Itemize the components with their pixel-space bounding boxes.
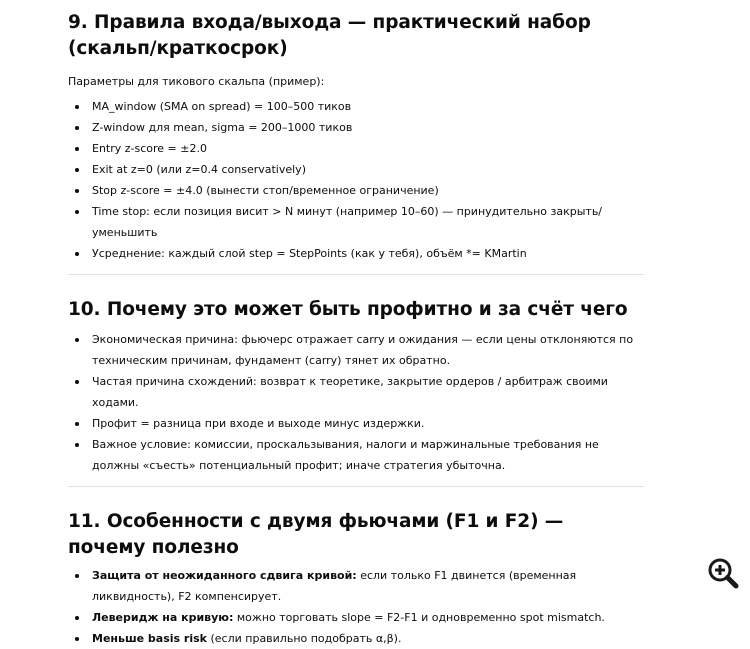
list-item: Entry z-score = ±2.0 xyxy=(68,138,644,159)
list-item-text: если только F1 двинется (временная ликвидность), F2 компенсирует. xyxy=(92,569,577,603)
list-item xyxy=(68,565,644,607)
list-item: Экономическая причина: фьючерс отражает carry и ожидания — если цены отклоняются по техническим причинам, фундамент (carry) тянет их обратно. xyxy=(68,329,644,371)
list-item xyxy=(68,607,644,628)
section-11-heading: 11. Особенности с двумя фьючами (F1 и F2) — почему полезно xyxy=(68,511,564,558)
section-10-list xyxy=(68,329,644,476)
section-9 xyxy=(68,10,644,264)
zoom-in-button[interactable] xyxy=(706,556,740,590)
section-11-list xyxy=(68,565,644,649)
zoom-in-icon xyxy=(706,556,740,590)
section-9-intro: Параметры для тикового скальпа (пример): xyxy=(68,75,325,88)
list-item: Профит = разница при входе и выходе минус издержки. xyxy=(68,413,644,434)
section-9-list xyxy=(68,96,644,264)
list-item: Z-window для mean, sigma = 200–1000 тиков xyxy=(68,117,644,138)
list-item: Частая причина схождений: возврат к теоретике, закрытие ордеров / арбитраж своими ходами. xyxy=(68,371,644,413)
list-item: Exit at z=0 (или z=0.4 conservatively) xyxy=(68,159,644,180)
list-item: Важное условие: комиссии, проскальзывания, налоги и маржинальные требования не должны «съесть» потенциальный профит; иначе стратегия убыточна. xyxy=(68,434,644,476)
list-item-bold-lead: Защита от неожиданного сдвига кривой: xyxy=(92,569,357,582)
list-item-text: (если правильно подобрать α,β). xyxy=(206,632,402,645)
list-item: Time stop: если позиция висит > N минут (например 10–60) — принудительно закрыть/уменьшить xyxy=(68,201,644,243)
section-divider xyxy=(68,486,644,487)
section-10-heading: 10. Почему это может быть профитно и за счёт чего xyxy=(68,299,628,320)
list-item-bold-lead: Меньше basis risk xyxy=(92,632,207,645)
list-item: Усреднение: каждый слой step = StepPoints (как у тебя), объём *= KMartin xyxy=(68,243,644,264)
list-item: Stop z-score = ±4.0 (вынести стоп/временное ограничение) xyxy=(68,180,644,201)
section-divider xyxy=(68,274,644,275)
list-item-bold-lead: Леверидж на кривую: xyxy=(92,611,234,624)
list-item-text: можно торговать slope = F2-F1 и одновременно spot mismatch. xyxy=(233,611,605,624)
document-content xyxy=(68,0,644,649)
section-9-heading: 9. Правила входа/выхода — практический набор (скальп/краткосрок) xyxy=(68,12,591,59)
list-item xyxy=(68,628,644,649)
section-10 xyxy=(68,297,644,476)
list-item: MA_window (SMA on spread) = 100–500 тиков xyxy=(68,96,644,117)
section-11 xyxy=(68,509,644,649)
